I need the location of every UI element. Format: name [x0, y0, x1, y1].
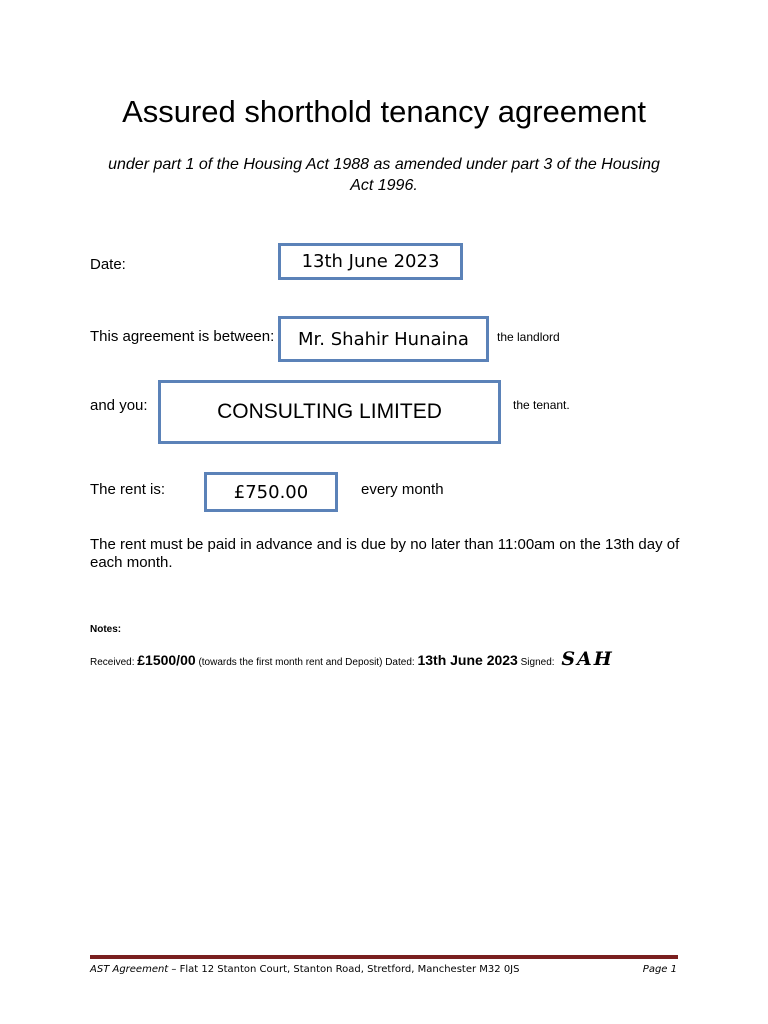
received-label: Received: [90, 657, 135, 668]
dated-label: Dated: [385, 657, 415, 668]
footer-page-number: Page 1 [642, 964, 677, 975]
footer-separator: – [168, 964, 180, 975]
rent-suffix: every month [361, 481, 444, 498]
received-note: (towards the first month rent and Deposit) [198, 657, 383, 668]
rent-terms: The rent must be paid in advance and is due by no later than 11:00am on the 13th day of each month. [90, 536, 680, 571]
dated-value: 13th June 2023 [417, 652, 518, 668]
tenant-field: CONSULTING LIMITED [158, 380, 501, 444]
received-amount: £1500/00 [137, 652, 196, 668]
date-field: 13th June 2023 [278, 243, 463, 280]
rent-field: £750.00 [204, 472, 338, 512]
document-title: Assured shorthold tenancy agreement [122, 94, 646, 129]
date-label: Date: [90, 256, 126, 273]
footer-rule [90, 955, 678, 959]
footer-doc-name: AST Agreement [90, 964, 169, 975]
received-line [90, 648, 614, 670]
footer-address-text: Flat 12 Stanton Court, Stanton Road, Stretford, Manchester M32 0JS [179, 964, 520, 975]
footer-address [90, 964, 519, 975]
notes-heading: Notes: [90, 624, 122, 635]
signed-label: Signed: [520, 657, 555, 668]
landlord-suffix: the landlord [497, 330, 560, 344]
signature: SAH [561, 648, 614, 670]
document-subtitle: under part 1 of the Housing Act 1988 as amended under part 3 of the Housing Act 1996. [108, 156, 660, 194]
rent-label: The rent is: [90, 481, 166, 498]
tenant-suffix: the tenant. [513, 398, 570, 412]
you-label: and you: [90, 397, 148, 414]
between-label: This agreement is between: [90, 328, 275, 345]
landlord-field: Mr. Shahir Hunaina [278, 316, 489, 362]
